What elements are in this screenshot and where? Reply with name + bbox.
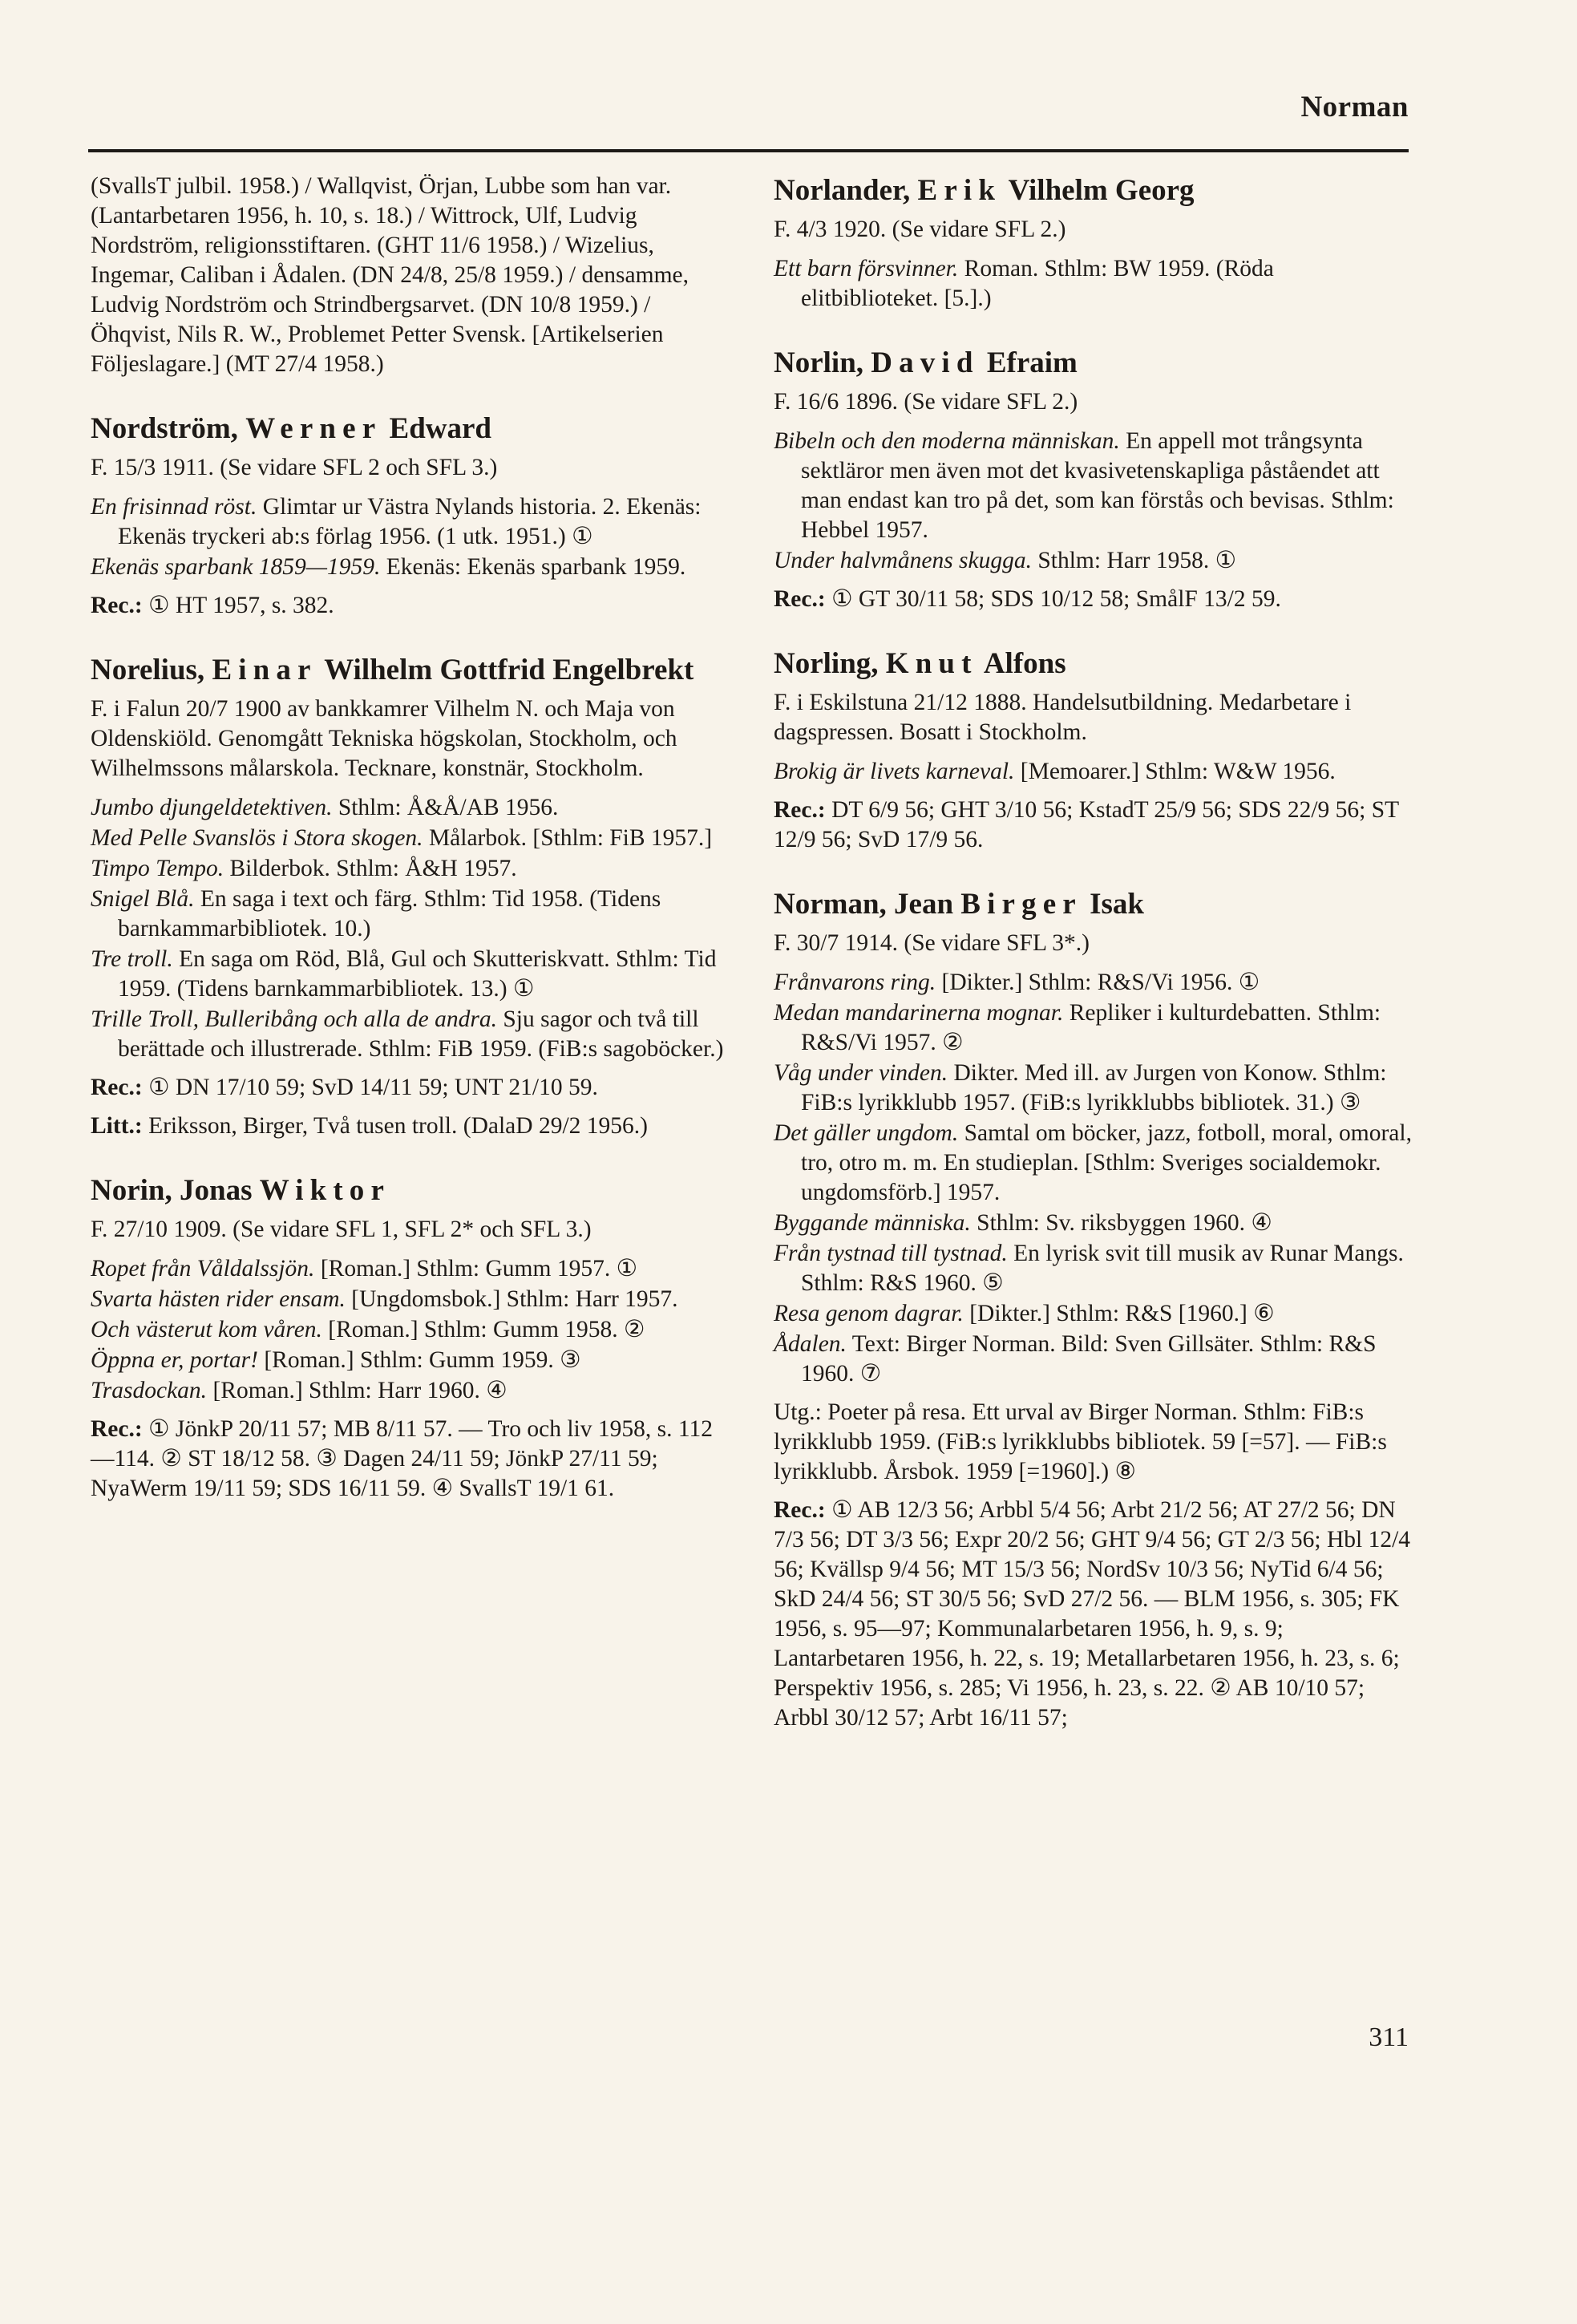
reviews: [91, 1415, 732, 1504]
other-names: Alfons: [983, 647, 1066, 680]
other-names: Vilhelm Georg: [1008, 174, 1195, 207]
bio: F. 30/7 1914. (Se vidare SFL 3*.): [774, 930, 1090, 956]
work-item: [91, 945, 732, 1004]
work-item: [91, 885, 732, 944]
work-details: [Roman.] Sthlm: Harr 1960. ④: [207, 1378, 507, 1403]
work-title: Frånvarons ring.: [774, 970, 936, 995]
work-item: [774, 546, 1415, 576]
work-item: [91, 824, 732, 853]
entry-norlin: [774, 344, 1415, 614]
work-details: En lyrisk svit till musik av Runar Mangs. Sthlm: R&S 1960. ⑤: [801, 1241, 1404, 1296]
work-title: Tre troll.: [91, 946, 173, 972]
work-details: Roman. Sthlm: BW 1959. (Röda elitbiblioteket. [5.].): [801, 256, 1274, 311]
work-title: Och västerut kom våren.: [91, 1317, 322, 1342]
work-item: [91, 793, 732, 823]
work-title: Ådalen.: [774, 1331, 847, 1357]
work-title: En frisinnad röst.: [91, 494, 257, 520]
entry-norling: [774, 645, 1415, 855]
work-details: Sthlm: Harr 1958. ①: [1032, 548, 1237, 573]
work-details: Sju sagor och två till berättade och illustrerade. Sthlm: FiB 1959. (FiB:s sagoböcker.): [118, 1006, 724, 1062]
bio: F. 15/3 1911. (Se vidare SFL 2 och SFL 3.): [91, 455, 498, 480]
reviews-text: ① DN 17/10 59; SvD 14/11 59; UNT 21/10 59.: [142, 1075, 598, 1100]
reviews-label: Rec.:: [91, 1416, 143, 1442]
work-item: [91, 1346, 732, 1375]
work-title: Svarta hästen rider ensam.: [91, 1286, 346, 1312]
surname: Norlander,: [774, 174, 911, 207]
work-title: Resa genom dagrar.: [774, 1301, 964, 1326]
entry-norman: [774, 885, 1415, 1733]
work-title: Våg under vinden.: [774, 1060, 948, 1086]
continuation-text: (SvallsT julbil. 1958.) / Wallqvist, Örjan, Lubbe som han var. (Lantarbetaren 1956, h. 10, s. 18.) / Wittrock, Ulf, Ludvig Nordström, religionsstiftaren. (GHT 11/6 1958.) / Wizelius, Ingemar, Caliban i Ådalen. (DN 24/8, 25/8 1959.) / densamme, Ludvig Nordström och Strindbergsarvet. (DN 10/8 1959.) / Öhqvist, Nils R. W., Problemet Petter Svensk. [Artikelserien Följeslagare.] (MT 27/4 1958.): [91, 173, 689, 377]
work-details: Sthlm: Å&Å/AB 1956.: [332, 795, 559, 820]
reviews-label: Rec.:: [774, 797, 826, 823]
given-name: Erik: [917, 174, 1002, 207]
work-title: Byggande människa.: [774, 1210, 971, 1236]
work-details: Samtal om böcker, jazz, fotboll, moral, omoral, tro, otro m. m. En studieplan. [Sthlm: Sveriges socialdemokr. ungdomsförb.] 1957.: [801, 1120, 1412, 1205]
surname: Norlin,: [774, 346, 864, 379]
work-item: [774, 1059, 1415, 1118]
entry-heading: [91, 410, 732, 448]
right-column: [774, 172, 1415, 1733]
work-details: Målarbok. [Sthlm: FiB 1957.]: [423, 825, 713, 851]
reviews-text: ① JönkP 20/11 57; MB 8/11 57. — Tro och liv 1958, s. 112—114. ② ST 18/12 58. ③ Dagen 24/11 59; JönkP 27/11 59; NyaWerm 19/11 59; SDS 16/11 59. ④ SvallsT 19/1 61.: [91, 1416, 714, 1501]
work-details: [Roman.] Sthlm: Gumm 1957. ①: [314, 1256, 638, 1281]
literature-text: Eriksson, Birger, Två tusen troll. (DalaD 29/2 1956.): [142, 1113, 648, 1139]
first-name: Jean: [894, 888, 954, 921]
reviews: [774, 1496, 1415, 1733]
entry-heading: [91, 651, 732, 690]
entry-heading: [91, 1172, 732, 1210]
work-details: Text: Birger Norman. Bild: Sven Gillsäter. Sthlm: R&S 1960. ⑦: [801, 1331, 1377, 1387]
work-details: Bilderbok. Sthlm: Å&H 1957.: [224, 856, 517, 881]
first-name: Jonas: [180, 1174, 253, 1207]
work-title: Timpo Tempo.: [91, 856, 224, 881]
work-title: Ropet från Våldalssjön.: [91, 1256, 315, 1281]
work-details: En appell mot trångsynta sektläror men även mot det kvasivetenskapliga påståendet att man endast kan tro på det, som kan förstås och bevisas. Sthlm: Hebbel 1957.: [801, 428, 1394, 543]
work-item: [91, 854, 732, 884]
surname: Norelius,: [91, 654, 205, 686]
work-item: [774, 1209, 1415, 1238]
work-title: Ekenäs sparbank 1859—1959.: [91, 554, 381, 580]
other-names: Efraim: [986, 346, 1078, 379]
work-title: Med Pelle Svanslös i Stora skogen.: [91, 825, 423, 851]
bio: F. 16/6 1896. (Se vidare SFL 2.): [774, 389, 1078, 415]
work-item: [91, 1005, 732, 1064]
work-details: [Roman.] Sthlm: Gumm 1958. ②: [321, 1317, 645, 1342]
work-details: [Dikter.] Sthlm: R&S [1960.] ⑥: [963, 1301, 1275, 1326]
bio: F. 4/3 1920. (Se vidare SFL 2.): [774, 217, 1066, 242]
reviews-label: Rec.:: [91, 1075, 143, 1100]
other-names: Wilhelm Gottfrid Engelbrekt: [324, 654, 694, 686]
work-details: Dikter. Med ill. av Jurgen von Konow. Sthlm: FiB:s lyrikklubb 1957. (FiB:s lyrikklubbs bibliotek. 31.) ③: [801, 1060, 1387, 1115]
reviews-text: DT 6/9 56; GHT 3/10 56; KstadT 25/9 56; SDS 22/9 56; ST 12/9 56; SvD 17/9 56.: [774, 797, 1399, 852]
given-name: Birger: [960, 888, 1082, 921]
work-details: Ekenäs: Ekenäs sparbank 1959.: [380, 554, 686, 580]
entry-heading: [774, 344, 1415, 383]
work-title: Bibeln och den moderna människan.: [774, 428, 1120, 454]
entry-heading: [774, 645, 1415, 683]
work-title: Från tystnad till tystnad.: [774, 1241, 1008, 1266]
work-details: [Ungdomsbok.] Sthlm: Harr 1957.: [345, 1286, 678, 1312]
work-details: Sthlm: Sv. riksbyggen 1960. ④: [970, 1210, 1272, 1236]
bio: F. i Eskilstuna 21/12 1888. Handelsutbildning. Medarbetare i dagspressen. Bosatt i Stockholm.: [774, 690, 1352, 745]
work-item: [774, 1239, 1415, 1298]
work-item: [91, 1376, 732, 1406]
reviews: [91, 591, 732, 621]
work-item: [91, 1285, 732, 1314]
header-rule: [88, 149, 1409, 152]
work-item: [774, 1299, 1415, 1329]
work-title: Det gäller ungdom.: [774, 1120, 959, 1146]
reviews-label: Rec.:: [91, 593, 143, 618]
entry-norlander: [774, 172, 1415, 314]
entry-heading: [774, 885, 1415, 924]
reviews-text: ① HT 1957, s. 382.: [142, 593, 334, 618]
work-item: [774, 427, 1415, 545]
editions: Utg.: Poeter på resa. Ett urval av Birger Norman. Sthlm: FiB:s lyrikklubb 1959. (FiB:s lyrikklubbs bibliotek. 59 [=57]. — FiB:s lyrikklubb. Årsbok. 1959 [=1960].) ⑧: [774, 1399, 1387, 1484]
bio: F. 27/10 1909. (Se vidare SFL 1, SFL 2* och SFL 3.): [91, 1217, 592, 1242]
page-number: 311: [1369, 2022, 1409, 2052]
work-details: Repliker i kulturdebatten. Sthlm: R&S/Vi 1957. ②: [801, 1000, 1381, 1055]
entry-norin: [91, 1172, 732, 1504]
work-title: Brokig är livets karneval.: [774, 759, 1015, 784]
reviews-text: ① AB 12/3 56; Arbbl 5/4 56; Arbt 21/2 56; AT 27/2 56; DN 7/3 56; DT 3/3 56; Expr 20/2 56; GHT 9/4 56; GT 2/3 56; Hbl 12/4 56; Kvällsp 9/4 56; MT 15/3 56; NordSv 10/3 56; NyTid 6/4 56; SkD 24/4 56; ST 30/5 56; SvD 27/2 56. — BLM 1956, s. 305; FK 1956, s. 95—97; Kommunalarbetaren 1956, h. 9, s. 9; Lantarbetaren 1956, h. 22, s. 19; Metallarbetaren 1956, h. 23, s. 6; Perspektiv 1956, s. 285; Vi 1956, h. 23, s. 22. ② AB 10/10 57; Arbbl 30/12 57; Arbt 16/11 57;: [774, 1497, 1411, 1731]
left-column: [91, 172, 732, 1504]
literature-label: Litt.:: [91, 1113, 143, 1139]
reviews: [774, 585, 1415, 614]
work-details: En saga om Röd, Blå, Gul och Skutteriskvatt. Sthlm: Tid 1959. (Tidens barnkammarbibliotek. 13.) ①: [118, 946, 717, 1002]
other-names: Edward: [389, 412, 491, 445]
work-details: [Roman.] Sthlm: Gumm 1959. ③: [257, 1347, 581, 1373]
work-title: Under halvmånens skugga.: [774, 548, 1032, 573]
given-name: David: [871, 346, 980, 379]
work-item: [774, 757, 1415, 787]
reviews-label: Rec.:: [774, 586, 826, 612]
work-item: [774, 1330, 1415, 1389]
literature: [91, 1111, 732, 1141]
given-name: Einar: [212, 654, 317, 686]
given-name: Wiktor: [259, 1174, 391, 1207]
work-details: En saga i text och färg. Sthlm: Tid 1958. (Tidens barnkammarbibliotek. 10.): [118, 886, 661, 941]
work-item: [91, 492, 732, 552]
work-item: [91, 553, 732, 582]
entry-heading: [774, 172, 1415, 210]
reviews: [774, 796, 1415, 855]
work-item: [774, 968, 1415, 998]
reviews: [91, 1073, 732, 1103]
reviews-label: Rec.:: [774, 1497, 826, 1523]
work-details: [Memoarer.] Sthlm: W&W 1956.: [1014, 759, 1336, 784]
work-title: Snigel Blå.: [91, 886, 195, 912]
entry-nordstrom: [91, 410, 732, 621]
surname: Norin,: [91, 1174, 172, 1207]
surname: Norman,: [774, 888, 887, 921]
work-item: [91, 1254, 732, 1284]
work-title: Jumbo djungeldetektiven.: [91, 795, 333, 820]
work-item: [774, 254, 1415, 314]
work-title: Ett barn försvinner.: [774, 256, 959, 281]
bio: F. i Falun 20/7 1900 av bankkamrer Vilhelm N. och Maja von Oldenskiöld. Genomgått Tekniska högskolan, Stockholm, och Wilhelmssons målarskola. Tecknare, konstnär, Stockholm.: [91, 696, 677, 781]
given-name: Knut: [885, 647, 978, 680]
work-item: [774, 998, 1415, 1058]
work-title: Öppna er, portar!: [91, 1347, 258, 1373]
work-title: Medan mandarinerna mognar.: [774, 1000, 1064, 1026]
work-details: Glimtar ur Västra Nylands historia. 2. Ekenäs: Ekenäs tryckeri ab:s förlag 1956. (1 utk. 1951.) ①: [118, 494, 702, 549]
work-title: Trasdockan.: [91, 1378, 208, 1403]
work-title: Trille Troll, Bulleribång och alla de andra.: [91, 1006, 497, 1032]
work-item: [774, 1119, 1415, 1208]
work-details: [Dikter.] Sthlm: R&S/Vi 1956. ①: [936, 970, 1260, 995]
entry-norelius: [91, 651, 732, 1141]
given-name: Werner: [245, 412, 382, 445]
surname: Nordström,: [91, 412, 238, 445]
reviews-text: ① GT 30/11 58; SDS 10/12 58; SmålF 13/2 59.: [825, 586, 1281, 612]
other-names: Isak: [1090, 888, 1145, 921]
work-item: [91, 1315, 732, 1345]
running-head: Norman: [1300, 91, 1409, 123]
surname: Norling,: [774, 647, 879, 680]
